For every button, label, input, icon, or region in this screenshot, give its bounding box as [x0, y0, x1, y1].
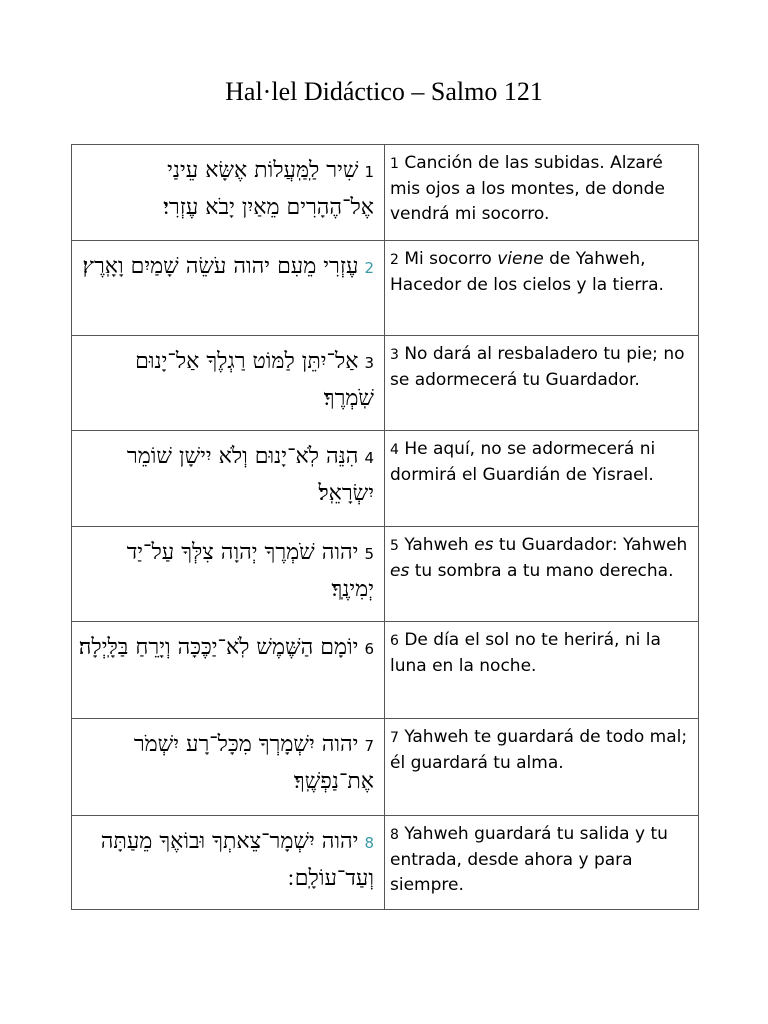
verse-row-7: [72, 719, 699, 816]
verse-row-2: [72, 241, 699, 336]
spanish-verse-text: Canción de las subidas. Alzaré mis ojos a los montes, de donde vendrá mi socorro.: [390, 153, 665, 224]
hebrew-verse-cell: [72, 527, 385, 622]
verse-row-6: [72, 622, 699, 719]
spanish-verse-cell: [385, 431, 699, 527]
spanish-verse-text: No dará al resbaladero tu pie; no se adormecerá tu Guardador.: [390, 344, 685, 390]
spanish-verse-text-cont: tu Guardador: Yahweh: [493, 535, 688, 555]
hebrew-verse-text: יהוה יִשְׁמָר־צֵאתְךָ וּבוֹאֶךָ מֵעַתָּה וְעַד־עוֹלָֽם ׃: [100, 829, 374, 891]
spanish-verse-text-cont: de Yahweh, Hacedor de los cielos y la tierra.: [390, 249, 664, 295]
spanish-verse-text: De día el sol no te herirá, ni la luna en la noche.: [390, 630, 661, 676]
spanish-verse-italic: viene: [497, 249, 544, 269]
hebrew-verse-text: שִׁיר לַֽמַּֽעֲלוֹת אֶשָּׂא עֵינַי אֶל־הֶהָרִים מֵאַיִן יָבֹא עֶזְרִי׃: [163, 158, 374, 220]
verse-row-5: [72, 527, 699, 622]
hebrew-verse-number: 3: [364, 354, 374, 372]
spanish-verse-cell: [385, 527, 699, 622]
hebrew-verse-text: יוֹמָם הַשֶּׁמֶשׁ לֹֽא־יַכֶּכָּה וְיָרֵחַ בַּלָּֽיְלָה׃: [78, 635, 359, 660]
spanish-verse-number: 7: [390, 730, 399, 746]
spanish-verse-italic-2: es: [390, 561, 410, 581]
verse-row-1: [72, 145, 699, 241]
hebrew-verse-cell: [72, 719, 385, 816]
hebrew-verse-number-link[interactable]: 8: [364, 834, 374, 852]
spanish-verse-cell: [385, 241, 699, 336]
hebrew-verse-cell: [72, 241, 385, 336]
page-title: Hal·lel Didáctico – Salmo 121: [225, 77, 543, 106]
spanish-verse-cell: [385, 336, 699, 431]
spanish-verse-text: He aquí, no se adormecerá ni dormirá el Guardián de Yisrael.: [390, 439, 656, 485]
spanish-verse-italic: es: [474, 535, 494, 555]
hebrew-verse-cell: [72, 145, 385, 241]
hebrew-verse-text: אַל־יִתֵּן לַמּוֹט רַגְלֶךָ אַל־יָנוּם שֹֽׁמְרֶךָ׃: [135, 349, 374, 411]
hebrew-verse-text: יהוה יִשְׁמָרְךָ מִכָּל־רָע יִשְׁמֹר אֶת־נַפְשֶֽׁךָ׃: [133, 732, 374, 794]
hebrew-verse-number-link[interactable]: 2: [364, 259, 374, 277]
hebrew-verse-number: 5: [364, 545, 374, 563]
hebrew-verse-number: 6: [364, 640, 374, 658]
hebrew-verse-cell: [72, 622, 385, 719]
spanish-verse-number: 6: [390, 633, 399, 649]
spanish-verse-text: Yahweh: [404, 535, 475, 555]
hebrew-verse-cell: [72, 431, 385, 527]
hebrew-verse-text: יהוה שֹׁמְרֶךָ יְהוָה צִלְּךָ עַל־יַד יְמִינֶֽךָ׃: [126, 540, 374, 602]
hebrew-verse-text: עֶזְרִי מֵעִם יהוה עֹשֵׂה שָׁמַיִם וָאָֽרֶץ׃: [82, 254, 359, 279]
psalm-table: [71, 144, 699, 910]
hebrew-verse-number: 4: [364, 449, 374, 467]
verse-row-4: [72, 431, 699, 527]
spanish-verse-text: Yahweh te guardará de todo mal; él guardará tu alma.: [390, 727, 688, 773]
spanish-verse-number: 5: [390, 538, 399, 554]
spanish-verse-number: 4: [390, 442, 399, 458]
spanish-verse-text: Mi socorro: [404, 249, 498, 269]
spanish-verse-cell: [385, 622, 699, 719]
spanish-verse-text-cont-2: tu sombra a tu mano derecha.: [409, 561, 674, 581]
spanish-verse-cell: [385, 719, 699, 816]
hebrew-verse-number: 7: [364, 737, 374, 755]
spanish-verse-number: 2: [390, 252, 399, 268]
verse-row-8: [72, 816, 699, 910]
hebrew-verse-cell: [72, 336, 385, 431]
spanish-verse-cell: [385, 145, 699, 241]
spanish-verse-text: Yahweh guardará tu salida y tu entrada, desde ahora y para siempre.: [390, 824, 668, 895]
spanish-verse-cell: [385, 816, 699, 910]
hebrew-verse-cell: [72, 816, 385, 910]
verse-row-3: [72, 336, 699, 431]
hebrew-verse-text: הִנֵּה לֹֽא־יָנוּם וְלֹא יִישָׁן שׁוֹמֵר יִשְׂרָאֵֽל׃: [126, 444, 374, 506]
spanish-verse-number: 8: [390, 827, 399, 843]
hebrew-verse-number: 1: [364, 163, 374, 181]
spanish-verse-number: 3: [390, 347, 399, 363]
spanish-verse-number: 1: [390, 156, 399, 172]
